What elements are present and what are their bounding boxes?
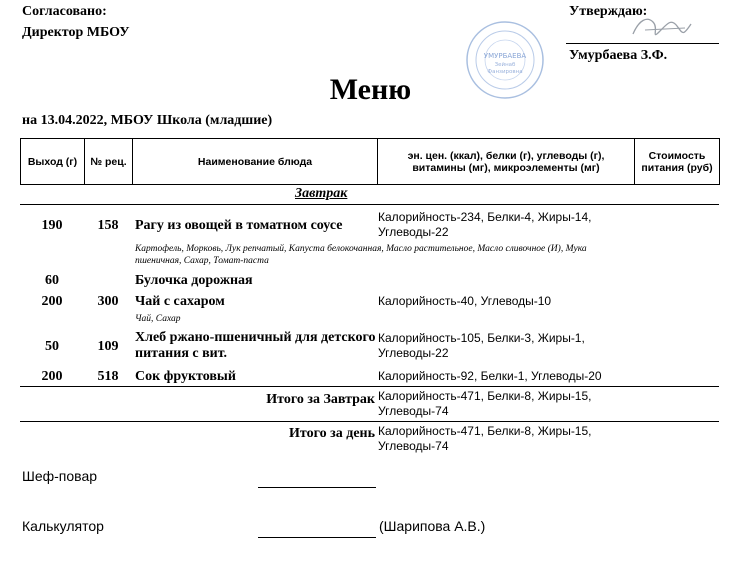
chef-label: Шеф-повар: [22, 468, 98, 484]
item-recipe: 300: [97, 294, 119, 309]
item-name: Чай с сахаром: [135, 294, 225, 309]
item-output: 190: [41, 218, 63, 233]
chef-signature-line: [258, 487, 376, 488]
day-total-value: Калорийность-471, Белки-8, Жиры-15, Углеводы-74: [378, 424, 592, 453]
header-cost: Стоимость питания (руб): [635, 139, 720, 185]
meal-total-label: Итого за Завтрак: [266, 392, 375, 407]
svg-text:Фанзировна: Фанзировна: [487, 69, 523, 75]
meal-total-value: Калорийность-471, Белки-8, Жиры-15, Углеводы-74: [378, 389, 592, 418]
totals-divider: [20, 421, 719, 422]
item-ingredients: Картофель, Морковь, Лук репчатый, Капуста белокочанная, Масло растительное, Масло сливочное (И), Мука пшеничная, Сахар, Томат-паста: [135, 244, 587, 266]
item-name: Сок фруктовый: [135, 369, 236, 384]
calculator-signature-line: [258, 537, 376, 538]
item-recipe: 109: [97, 339, 119, 354]
menu-table-header: [20, 138, 720, 185]
page-title: Меню: [329, 73, 412, 106]
item-nutrition: Калорийность-92, Белки-1, Углеводы-20: [378, 369, 602, 383]
item-name: Рагу из овощей в томатном соусе: [135, 218, 343, 233]
item-output: 200: [41, 294, 63, 309]
item-nutrition: Калорийность-234, Белки-4, Жиры-14, Углеводы-22: [378, 210, 592, 239]
approve-signature-line: [566, 43, 719, 44]
meal-divider: [20, 204, 719, 205]
meal-title: Завтрак: [295, 186, 348, 201]
signature-image: [625, 12, 705, 44]
menu-date-subtitle: на 13.04.2022, МБОУ Школа (младшие): [22, 113, 273, 128]
agreed-label: Согласовано:: [22, 4, 107, 19]
day-total-label: Итого за день: [289, 426, 375, 441]
calculator-label: Калькулятор: [22, 518, 104, 534]
header-dish-name: Наименование блюда: [133, 139, 378, 185]
svg-text:Зейнаб: Зейнаб: [494, 62, 516, 68]
item-recipe: 518: [97, 369, 119, 384]
item-ingredients: Чай, Сахар: [135, 314, 181, 324]
approver-name: Умурбаева З.Ф.: [569, 48, 668, 63]
items-divider: [20, 386, 719, 387]
header-recipe: № рец.: [85, 139, 133, 185]
item-nutrition: Калорийность-40, Углеводы-10: [378, 294, 552, 308]
item-output: 200: [41, 369, 63, 384]
item-name: Хлеб ржано-пшеничный для детского питания с вит.: [135, 330, 376, 361]
director-label: Директор МБОУ: [22, 25, 130, 40]
item-name: Булочка дорожная: [135, 273, 253, 288]
header-output: Выход (г): [21, 139, 85, 185]
header-nutrition: эн. цен. (ккал), белки (г), углеводы (г), витамины (мг), микроэлементы (мг): [378, 139, 635, 185]
item-output: 60: [45, 273, 59, 288]
svg-text:УМУРБАЕВА: УМУРБАЕВА: [483, 52, 527, 60]
calculator-name: (Шарипова А.В.): [379, 518, 486, 534]
item-output: 50: [45, 339, 59, 354]
item-nutrition: Калорийность-105, Белки-3, Жиры-1, Углеводы-22: [378, 331, 585, 360]
approve-label: Утверждаю:: [569, 4, 648, 19]
item-recipe: 158: [97, 218, 119, 233]
